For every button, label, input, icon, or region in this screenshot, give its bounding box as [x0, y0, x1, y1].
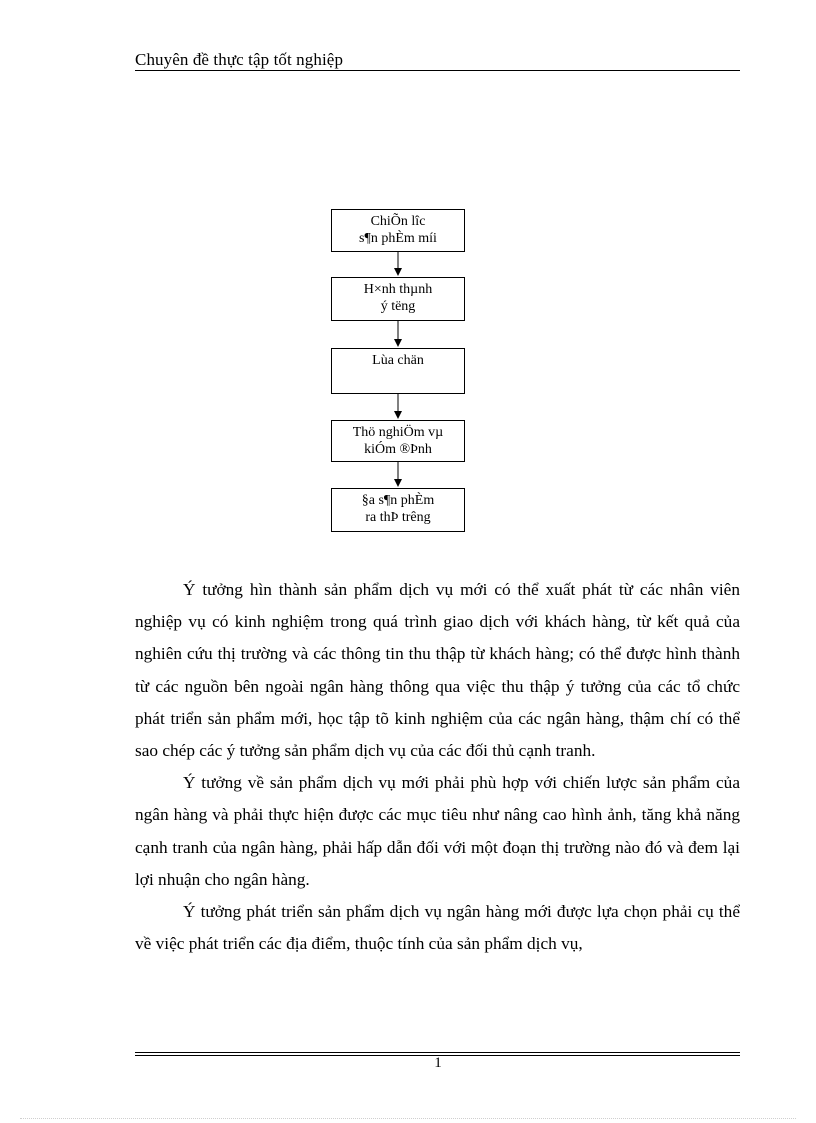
flow-step-line2: ra thÞ trêng [365, 510, 431, 525]
page-header-title: Chuyên đề thực tập tốt nghiệp [135, 50, 344, 69]
flowchart-step-launch [331, 488, 465, 532]
flow-step-line1: Lùa chän [372, 353, 424, 368]
paragraph-idea-fit: Ý tưởng về sản phẩm dịch vụ mới phải phù hợp với chiến lược sản phẩm của ngân hàng và phải thực hiện được các mục tiêu như nâng cao hình ảnh, tăng khả năng cạnh tranh của ngân hàng, phải hấp dẫn đối với một đoạn thị trường nào đó và đem lại lợi nhuận cho ngân hàng. [135, 773, 740, 889]
flow-step-line2: s¶n phÈm míi [359, 231, 437, 246]
paragraph-idea-sources: Ý tưởng hìn thành sản phẩm dịch vụ mới có thể xuất phát từ các nhân viên nghiệp vụ có kinh nghiệm trong quá trình giao dịch với khách hàng, từ kết quả của nghiên cứu thị trường và các thông tin thu thập từ khách hàng; có thể được hình thành từ các nguồn bên ngoài ngân hàng thông qua việc thu thập ý tưởng của các tổ chức phát triển sản phẩm mới, học tập tõ kinh nghiệm của các ngân hàng, thậm chí có thể sao chép các ý tưởng sản phẩm dịch vụ của các đối thủ cạnh tranh. [135, 580, 740, 761]
footer-rule-top [135, 1052, 740, 1053]
flow-step-line1: H×nh thµnh [363, 282, 433, 297]
page-edge [20, 1118, 796, 1119]
flowchart-step-testing [331, 420, 465, 462]
flowchart-step-strategy [331, 209, 465, 252]
flow-step-line1: §a s¶n phÈm [361, 493, 435, 508]
flow-step-line2: kiÓm ®Þnh [364, 442, 432, 457]
flow-step-line1: Thö nghiÖm vµ [352, 425, 444, 440]
flowchart-step-ideation [331, 277, 465, 321]
paragraph-idea-selection: Ý tưởng phát triển sản phẩm dịch vụ ngân hàng mới được lựa chọn phải cụ thể về việc phát triển các địa điểm, thuộc tính của sản phẩm dịch vụ, [135, 902, 740, 954]
body-text [135, 574, 740, 960]
page-number: 1 [434, 1055, 442, 1071]
flow-step-line2: ý tëng [380, 299, 416, 314]
flow-step-line1: ChiÕn lîc [370, 214, 426, 229]
flowchart-step-selection [331, 348, 465, 394]
